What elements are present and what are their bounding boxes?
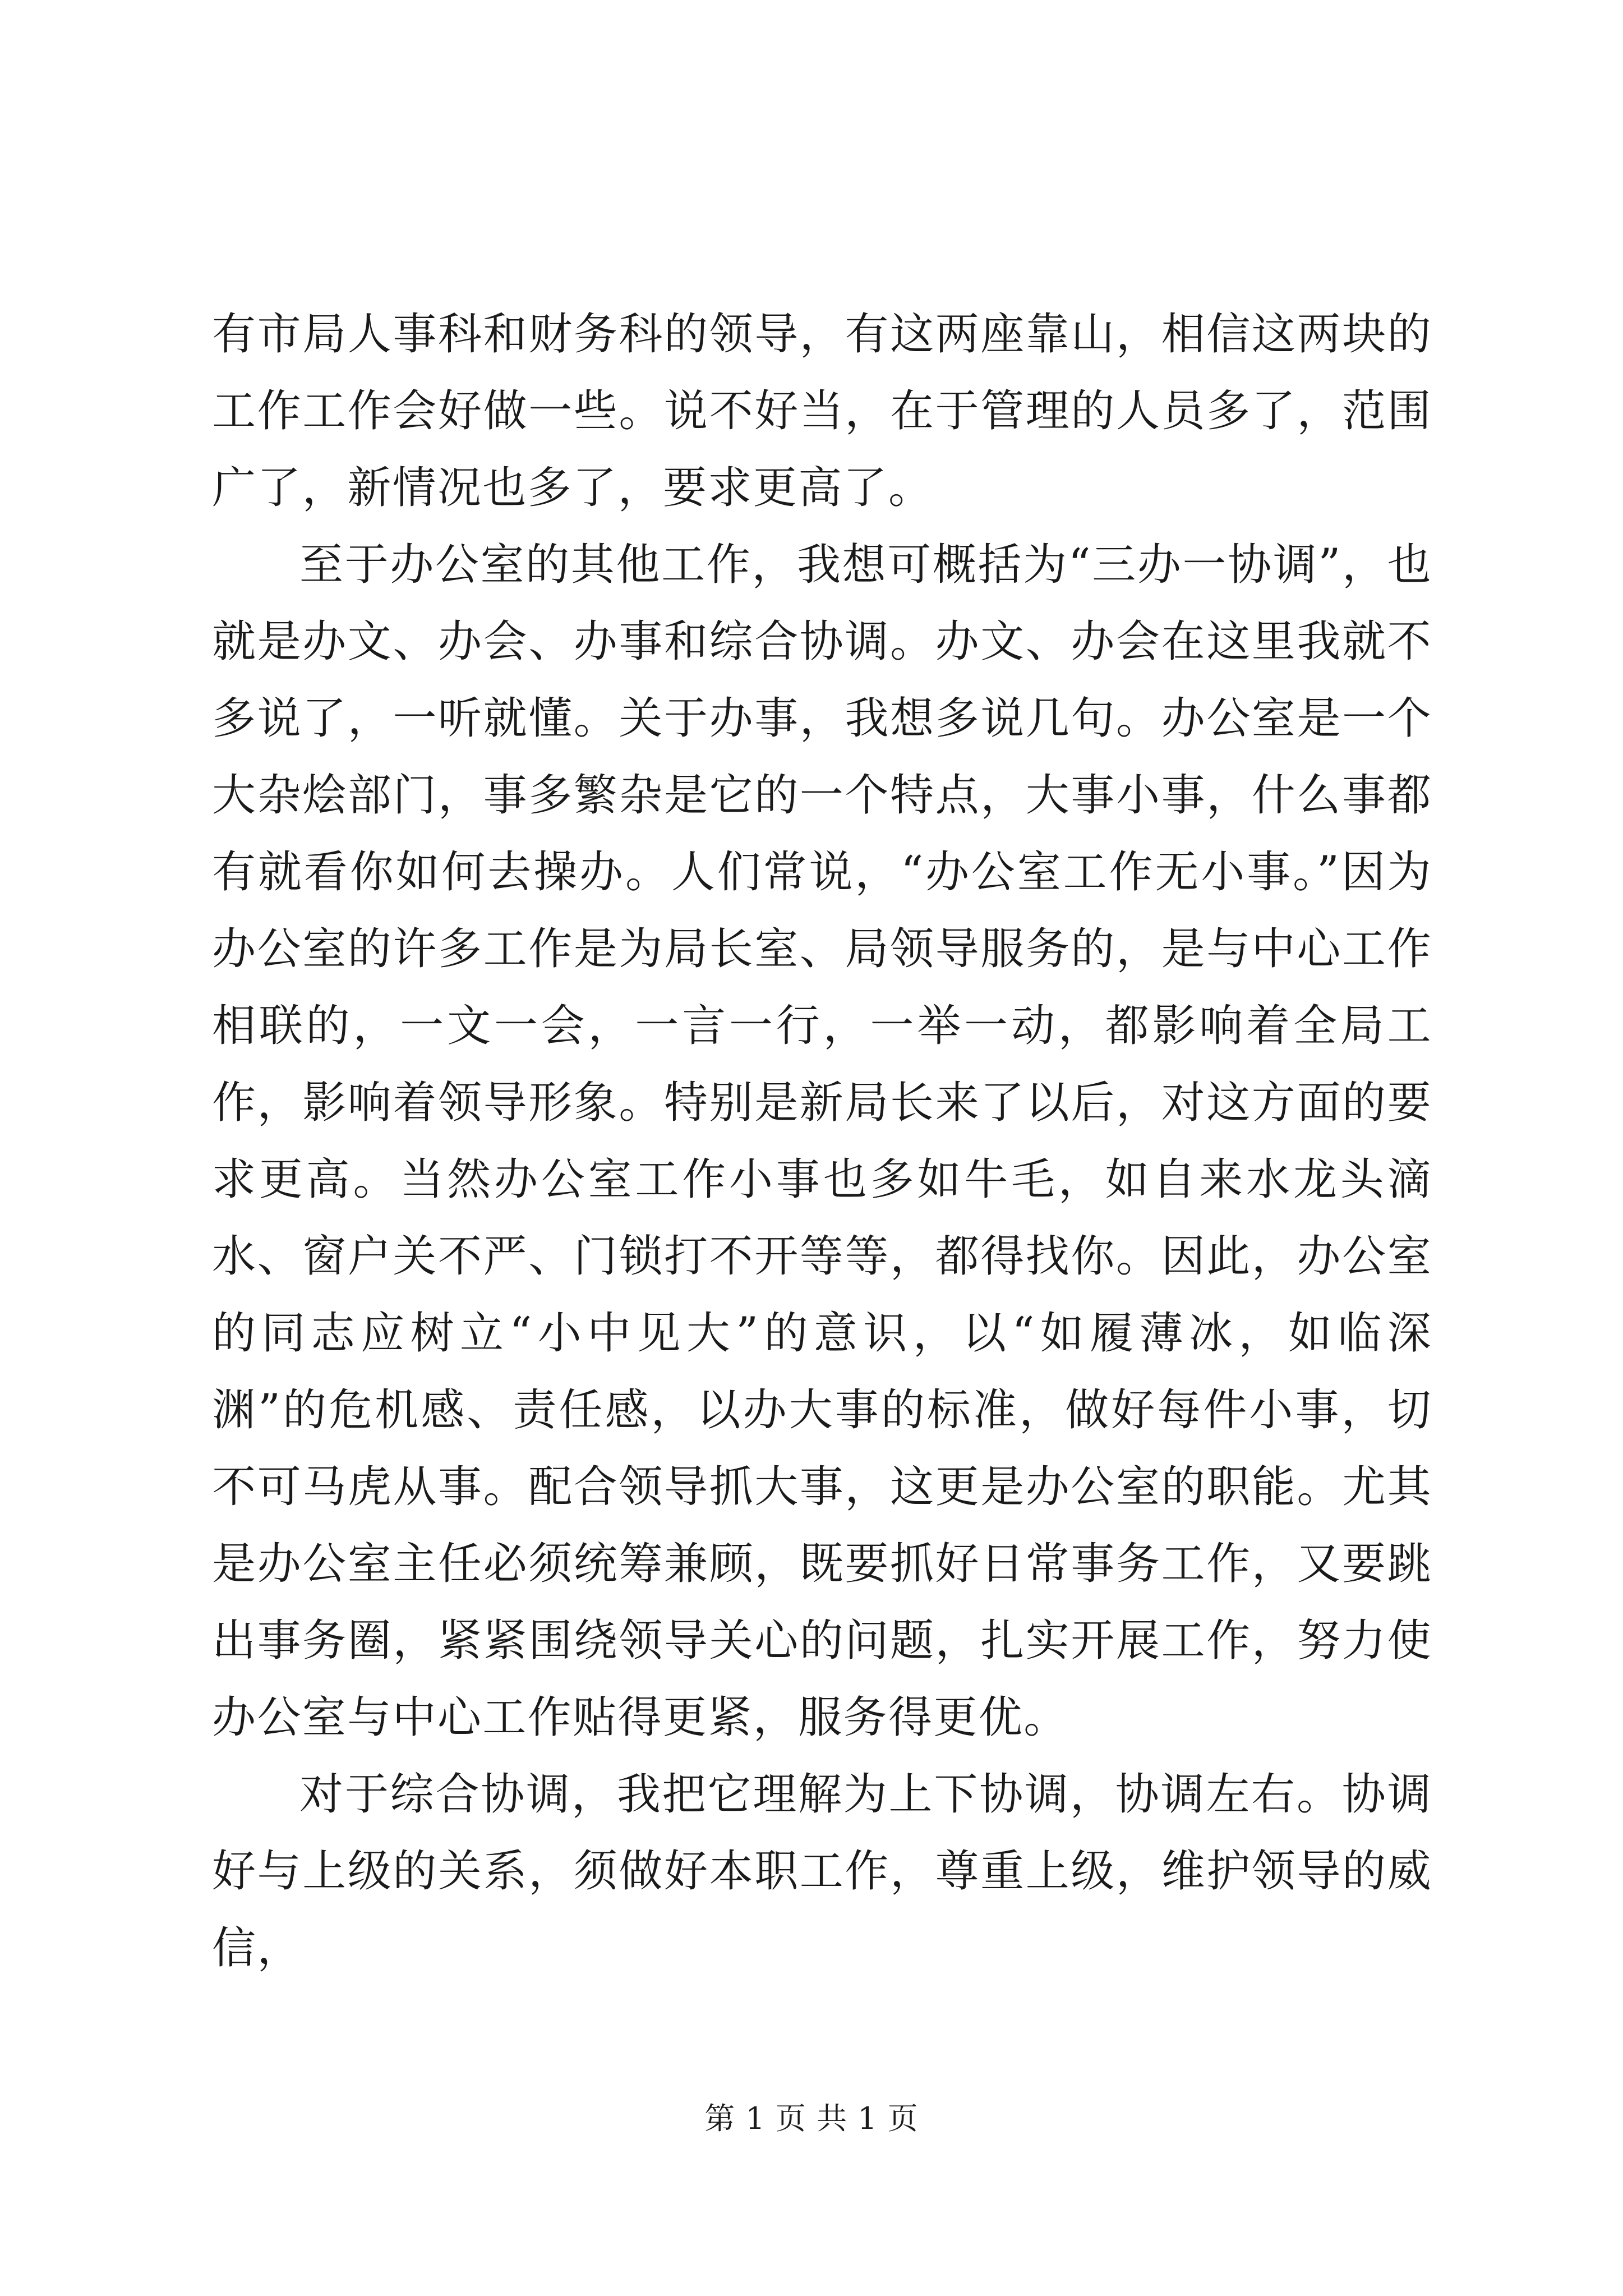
document-body [212, 296, 1432, 1987]
paragraph-3: 对于综合协调，我把它理解为上下协调，协调左右。协调好与上级的关系，须做好本职工作，尊重上级，维护领导的威信， [212, 1769, 1432, 1973]
paragraph-1: 有市局人事科和财务科的领导，有这两座靠山，相信这两块的工作工作会好做一些。说不好当，在于管理的人员多了，范围广了，新情况也多了，要求更高了。 [212, 309, 1432, 513]
paragraph-2: 至于办公室的其他工作，我想可概括为“三办一协调”，也就是办文、办会、办事和综合协调。办文、办会在这里我就不多说了，一听就懂。关于办事，我想多说几句。办公室是一个大杂烩部门，事多繁杂是它的一个特点，大事小事，什么事都有就看你如何去操办。人们常说，“办公室工作无小事。”因为办公室的许多工作是为局长室、局领导服务的，是与中心工作相联的，一文一会，一言一行，一举一动，都影响着全局工作，影响着领导形象。特别是新局长来了以后，对这方面的要求更高。当然办公室工作小事也多如牛毛，如自来水龙头滴水、窗户关不严、门锁打不开等等，都得找你。因此，办公室的同志应树立“小中见大”的意识，以“如履薄冰，如临深渊”的危机感、责任感，以办大事的标准，做好每件小事，切不可马虎从事。配合领导抓大事，这更是办公室的职能。尤其是办公室主任必须统筹兼顾，既要抓好日常事务工作，又要跳出事务圈，紧紧围绕领导关心的问题，扎实开展工作，努力使办公室与中心工作贴得更紧，服务得更优。 [212, 540, 1432, 1743]
page-footer: 第 1 页 共 1 页 [704, 2101, 919, 2136]
